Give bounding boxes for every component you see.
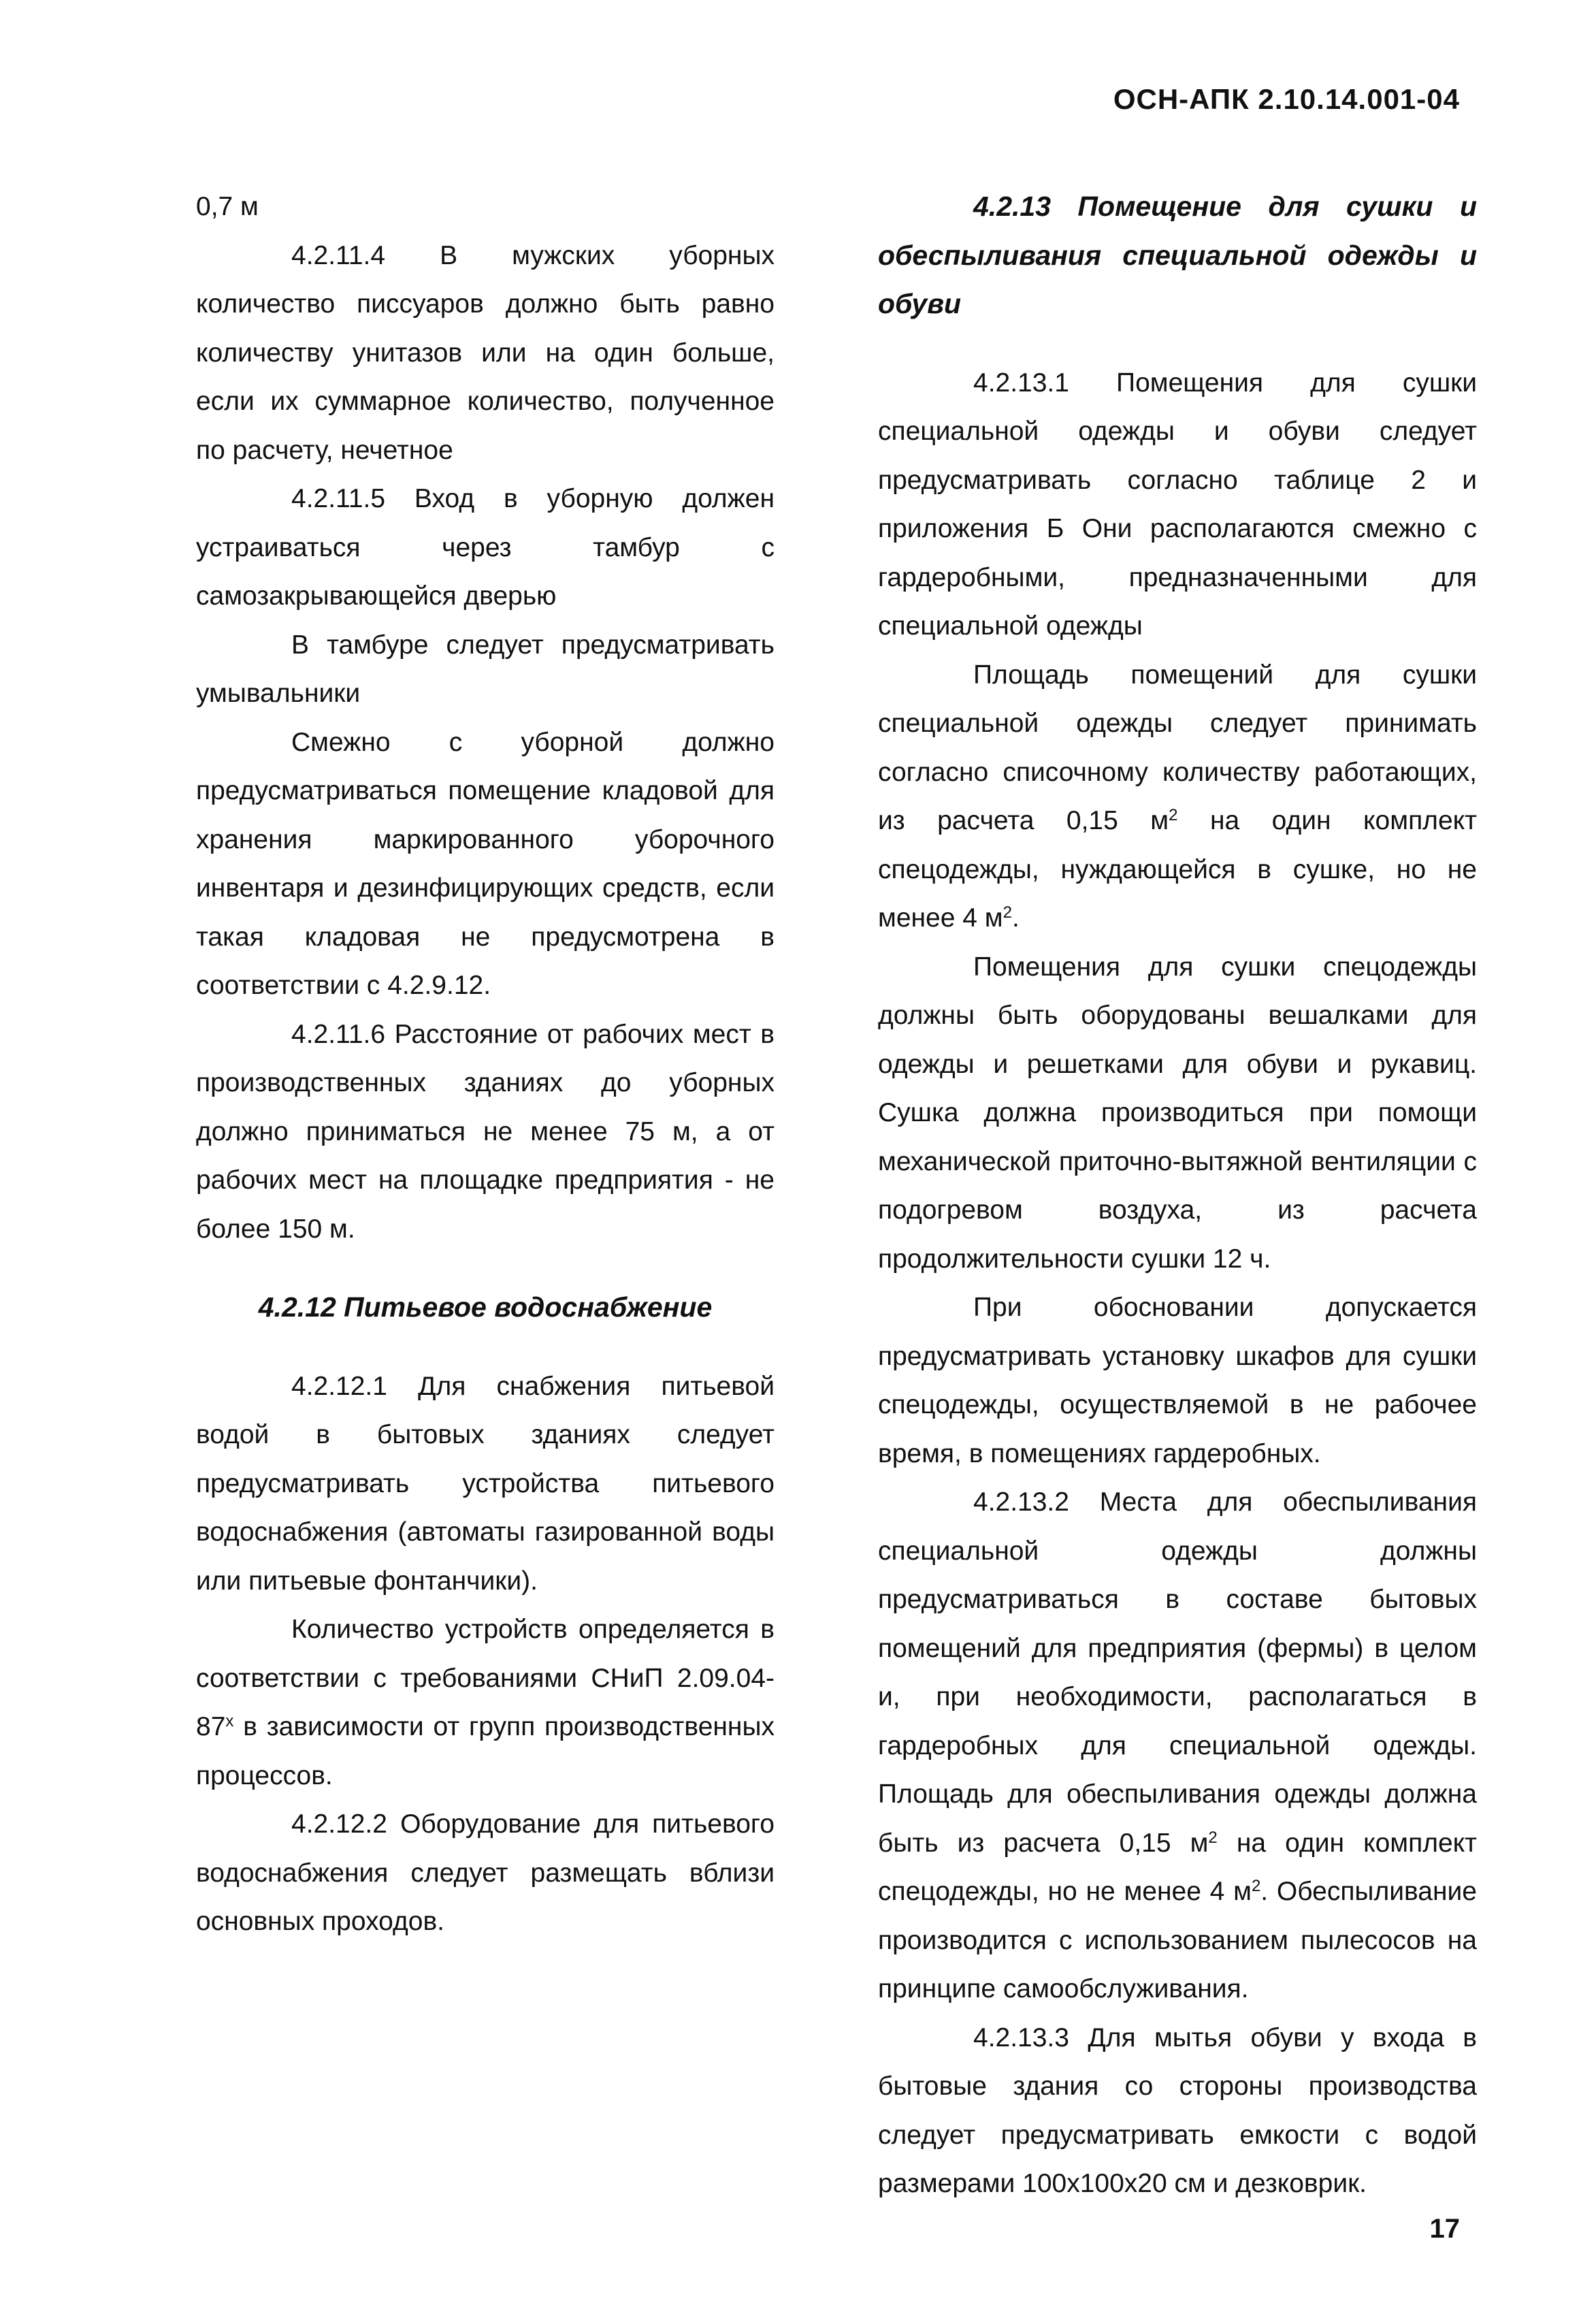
superscript: 2 — [1251, 1877, 1261, 1895]
text-run: в зависимости от групп производственных процессов. — [196, 1712, 775, 1790]
superscript: 2 — [1003, 903, 1012, 922]
left-column — [196, 182, 775, 1946]
paragraph: При обосновании допускается предусматривать установку шкафов для сушки спецодежды, осуществляемой в не рабочее время, в помещениях гардеробных. — [878, 1293, 1477, 1468]
text-run: . Обеспыливание производится с использованием пылесосов на принципе самообслуживания. — [878, 1877, 1477, 2003]
text-run: . — [1011, 903, 1020, 933]
page-number: 17 — [1429, 2214, 1460, 2244]
paragraph-4-2-13-2 — [878, 1478, 1477, 2014]
paragraph-4-2-11-6: 4.2.11.6 Расстояние от рабочих мест в производственных зданиях до уборных должно приниматься не менее 75 м, а от рабочих мест на площадке предприятия - не более 150 м. — [196, 1019, 775, 1244]
text-run: 4.2.13.2 Места для обеспыливания специальной одежды должны предусматриваться в составе бытовых помещений для предприятия (фермы) в целом и, при необходимости, располагаться в гардеробных для специальной одежды. Площадь для обеспыливания одежды должна быть из расчета 0,15 м — [878, 1487, 1477, 1858]
paragraph-4-2-12-1: 4.2.12.1 Для снабжения питьевой водой в бытовых зданиях следует предусматривать устройства питьевого водоснабжения (автоматы газированной воды или питьевые фонтанчики). — [196, 1371, 775, 1596]
paragraph: 0,7 м — [196, 192, 259, 221]
paragraph: Смежно с уборной должно предусматриваться помещение кладовой для хранения маркированного уборочного инвентаря и дезинфицирующих средств, если такая кладовая не предусмотрена в соответствии с 4.2.9.12. — [196, 727, 775, 1000]
text-run: на один комплект спецодежды, нуждающейся в сушке, но не менее 4 м — [878, 806, 1477, 933]
superscript: 2 — [1169, 806, 1178, 824]
section-heading-4-2-12: 4.2.12 Питьевое водоснабжение — [258, 1291, 713, 1323]
text-run: Площадь помещений для сушки специальной одежды следует принимать согласно списочному количеству работающих, из расчета 0,15 м — [878, 660, 1477, 835]
paragraph-4-2-11-5: 4.2.11.5 Вход в уборную должен устраиваться через тамбур с самозакрывающейся дверью — [196, 484, 775, 611]
right-column — [878, 182, 1477, 2208]
paragraph-4-2-12-2: 4.2.12.2 Оборудование для питьевого водоснабжения следует размещать вблизи основных проходов. — [196, 1809, 775, 1936]
text-run: на один комплект спецодежды, но не менее 4 м — [878, 1828, 1478, 1906]
paragraph — [196, 1605, 775, 1800]
paragraph — [878, 651, 1477, 943]
paragraph-4-2-11-4: 4.2.11.4 В мужских уборных количество писсуаров должно быть равно количеству унитазов или на один больше, если их суммарное количество, полученное по расчету, нечетное — [196, 240, 775, 465]
paragraph-4-2-13-3: 4.2.13.3 Для мытья обуви у входа в бытовые здания со стороны производства следует предусматривать емкости с водой размерами 100х100х20 см и дезковрик. — [878, 2023, 1477, 2198]
text-run: Количество устройств определяется в соответствии с требованиями СНиП 2.09.04-87 — [196, 1615, 775, 1741]
superscript: 2 — [1208, 1828, 1218, 1847]
paragraph: В тамбуре следует предусматривать умывальники — [196, 630, 775, 708]
superscript: х — [225, 1712, 234, 1730]
paragraph: Помещения для сушки спецодежды должны быть оборудованы вешалками для одежды и решетками для обуви и рукавиц. Сушка должна производиться при помощи механической приточно-вытяжной вентиляции с подогревом воздуха, из расчета продолжительности сушки 12 ч. — [878, 952, 1477, 1274]
section-heading-4-2-13: 4.2.13 Помещение для сушки и обеспыливания специальной одежды и обуви — [878, 191, 1477, 319]
document-code: ОСН-АПК 2.10.14.001-04 — [1113, 83, 1460, 115]
paragraph-4-2-13-1: 4.2.13.1 Помещения для сушки специальной одежды и обуви следует предусматривать согласно таблице 2 и приложения Б Они располагаются смежно с гардеробными, предназначенными для специальной одежды — [878, 368, 1477, 641]
